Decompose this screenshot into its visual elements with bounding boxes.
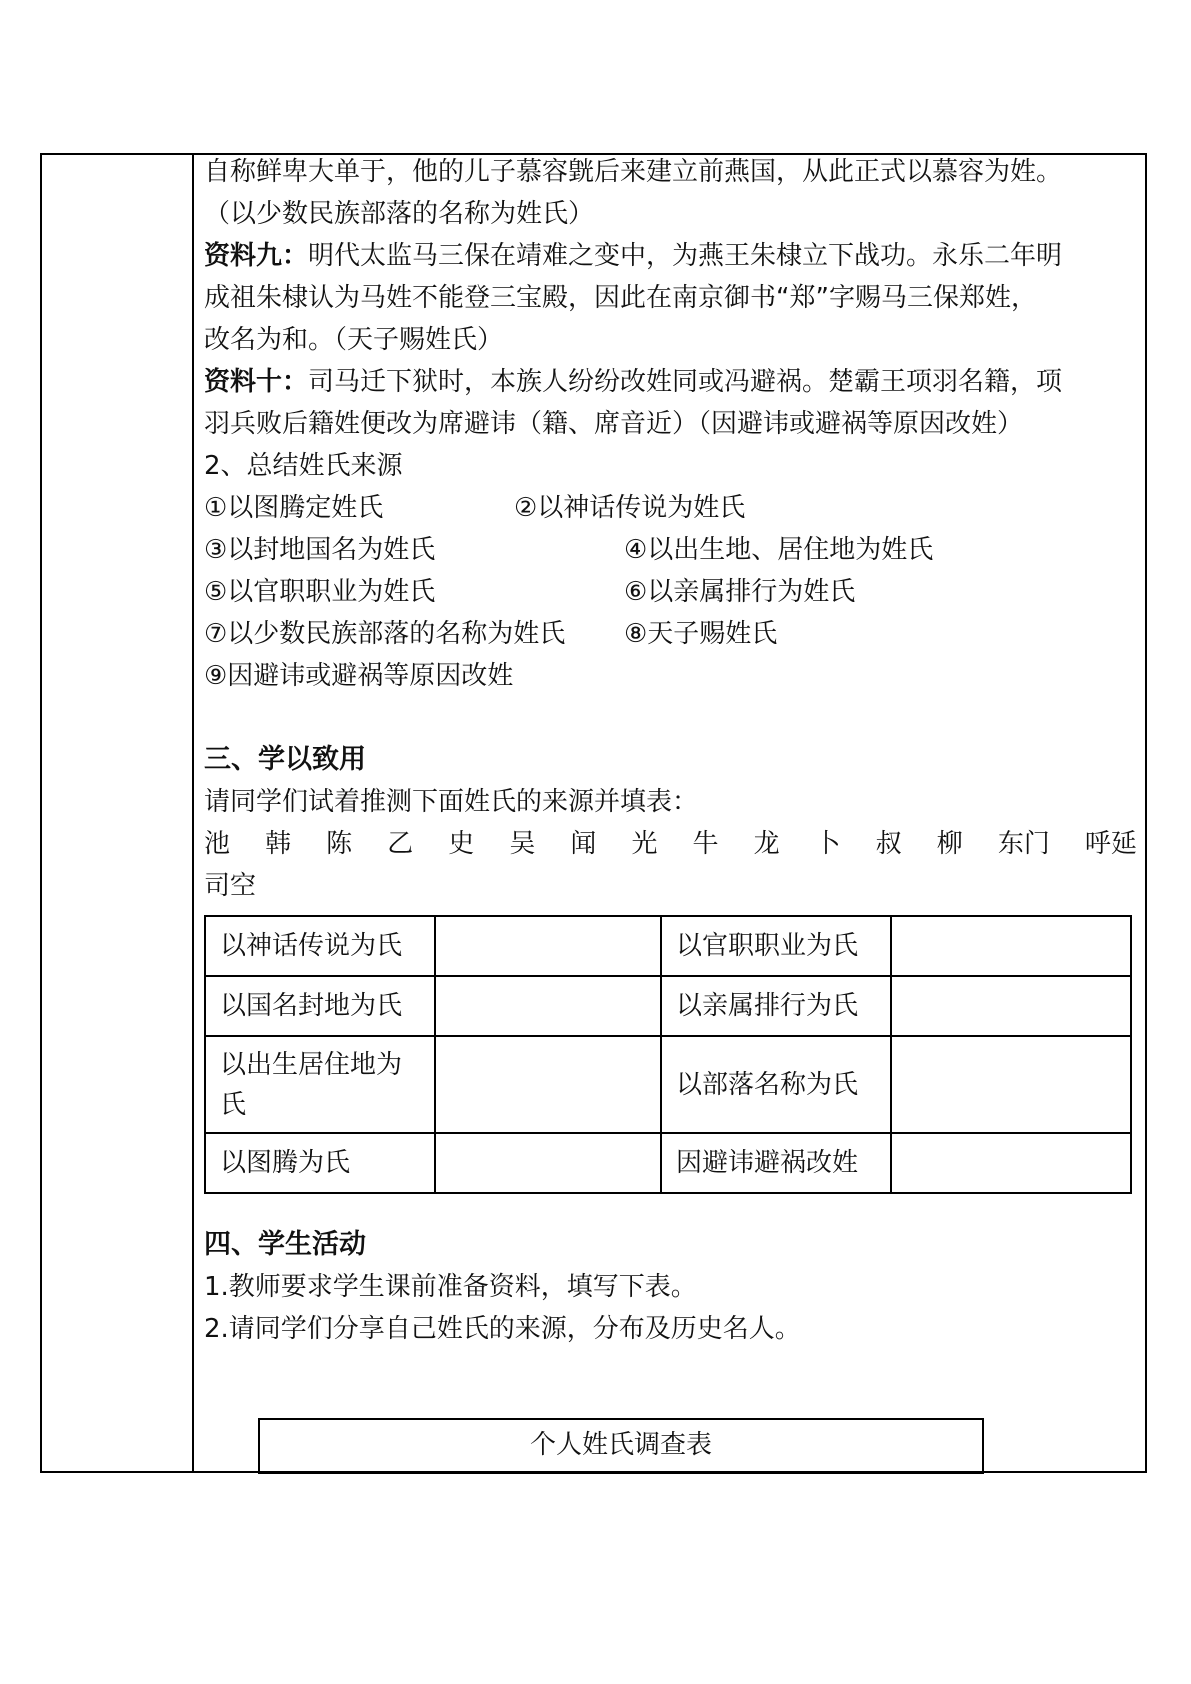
activity-item: 2.请同学们分享自己姓氏的来源，分布及历史名人。 [204, 1314, 801, 1344]
table-row [205, 1036, 1131, 1133]
text-line: （以少数民族部落的名称为姓氏） [204, 199, 595, 229]
surname: 卜 [814, 829, 841, 859]
table-cell-answer[interactable] [435, 1036, 661, 1133]
summary-title: 2、总结姓氏来源 [204, 451, 403, 481]
section-3-title: 三、学以致用 [204, 744, 366, 775]
material-10-label: 资料十： [204, 367, 309, 397]
column-divider [192, 153, 194, 1473]
surname: 司空 [204, 871, 257, 901]
surname: 东门 [997, 829, 1050, 859]
source-item: ①以图腾定姓氏 [204, 493, 384, 523]
source-item: ③以封地国名为姓氏 [204, 535, 436, 565]
table-cell-answer[interactable] [891, 1036, 1131, 1133]
surname: 闻 [570, 829, 597, 859]
table-row [205, 1133, 1131, 1193]
table-cell-answer[interactable] [891, 916, 1131, 976]
table-cell-label: 以官职职业为氏 [661, 916, 891, 976]
table-cell-label: 以国名封地为氏 [205, 976, 435, 1036]
section-3-instruction: 请同学们试着推测下面姓氏的来源并填表： [204, 787, 699, 817]
source-item: ⑦以少数民族部落的名称为姓氏 [204, 619, 566, 649]
material-10 [204, 361, 1137, 403]
table-cell-answer[interactable] [435, 976, 661, 1036]
table-cell-label: 以部落名称为氏 [661, 1036, 891, 1133]
material-9-text: 明代太监马三保在靖难之变中，为燕王朱棣立下战功。永乐二年明 [308, 241, 1063, 271]
sources-row [204, 613, 1137, 655]
table-cell-answer[interactable] [891, 976, 1131, 1036]
text-line: 羽兵败后籍姓便改为席避讳（籍、席音近）（因避讳或避祸等原因改姓） [204, 409, 1024, 439]
surname: 叔 [875, 829, 902, 859]
material-10-text: 司马迁下狱时，本族人纷纷改姓同或冯避祸。楚霸王项羽名籍，项 [308, 367, 1063, 397]
surname: 牛 [692, 829, 719, 859]
text-line: 改名为和。（天子赐姓氏） [204, 325, 504, 355]
surname: 史 [448, 829, 475, 859]
surname: 柳 [936, 829, 963, 859]
surname: 呼延 [1084, 829, 1137, 859]
surname: 光 [631, 829, 658, 859]
spacer [204, 697, 1137, 739]
survey-table-title: 个人姓氏调查表 [258, 1418, 984, 1474]
surname: 吴 [509, 829, 536, 859]
section-4-title: 四、学生活动 [204, 1229, 366, 1260]
table-cell-label: 以图腾为氏 [205, 1133, 435, 1193]
source-item: ⑧天子赐姓氏 [624, 619, 778, 649]
table-cell-label: 因避讳避祸改姓 [661, 1133, 891, 1193]
surname: 乙 [387, 829, 414, 859]
table-row [205, 916, 1131, 976]
spacer [204, 1194, 1137, 1224]
surname: 陈 [326, 829, 353, 859]
source-item: ⑤以官职职业为姓氏 [204, 577, 436, 607]
source-item: ⑨因避讳或避祸等原因改姓 [204, 661, 514, 691]
material-9-label: 资料九： [204, 241, 309, 271]
surname-source-table [204, 915, 1132, 1194]
table-cell-label: 以出生居住地为氏 [205, 1036, 435, 1133]
table-cell-label: 以神话传说为氏 [205, 916, 435, 976]
sources-row [204, 487, 1137, 529]
surname: 韩 [265, 829, 292, 859]
main-content [204, 151, 1137, 1474]
table-cell-answer[interactable] [891, 1133, 1131, 1193]
surname: 池 [204, 829, 231, 859]
material-9 [204, 235, 1137, 277]
spacer [204, 1350, 1137, 1398]
source-item: ⑥以亲属排行为姓氏 [624, 577, 856, 607]
text-line: 成祖朱棣认为马姓不能登三宝殿，因此在南京御书“郑”字赐马三保郑姓， [204, 283, 1037, 313]
source-item: ②以神话传说为姓氏 [514, 493, 746, 523]
text-line: 自称鲜卑大单于，他的儿子慕容皝后来建立前燕国，从此正式以慕容为姓。 [204, 157, 1063, 187]
sources-row [204, 571, 1137, 613]
table-row [205, 976, 1131, 1036]
surname: 龙 [753, 829, 780, 859]
surname-list [204, 823, 1137, 865]
table-cell-answer[interactable] [435, 916, 661, 976]
activity-item: 1.教师要求学生课前准备资料，填写下表。 [204, 1272, 697, 1302]
source-item: ④以出生地、居住地为姓氏 [624, 535, 934, 565]
sources-row [204, 529, 1137, 571]
table-cell-answer[interactable] [435, 1133, 661, 1193]
table-cell-label: 以亲属排行为氏 [661, 976, 891, 1036]
